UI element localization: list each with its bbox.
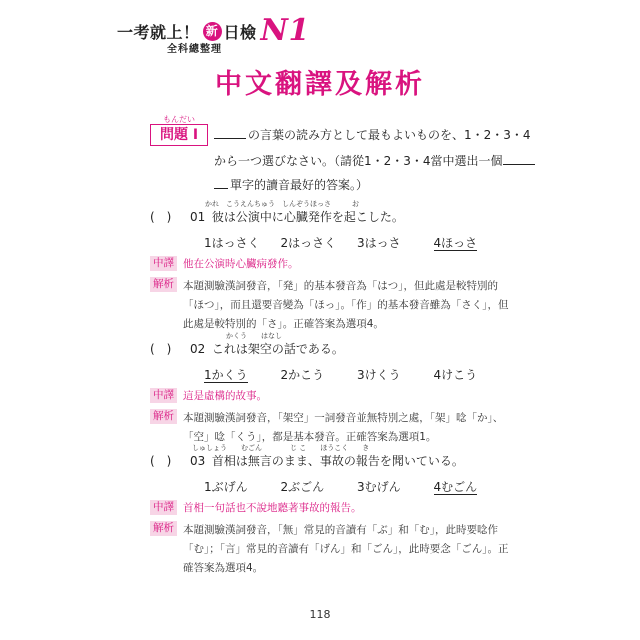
translation-tag: 中譯: [150, 388, 177, 403]
brand-text-a: 一考就上！: [117, 22, 200, 42]
answer-paren: ( ): [150, 210, 172, 224]
question-02: [150, 331, 510, 447]
answer-blank: [214, 127, 246, 139]
option-3: 3むげん: [357, 480, 401, 494]
option-3: 3けくう: [357, 368, 401, 382]
question-ruby: かくう はなし: [205, 332, 282, 340]
analysis-text: 本題測驗漢詞發音，「架空」一詞發音並無特別之處，「架」唸「か」、「空」唸「くう」，都是基本發音。正確答案為選項1。: [183, 412, 504, 443]
instruction-line-2: [214, 152, 537, 169]
analysis-row: [150, 409, 510, 447]
options-list: [204, 478, 510, 495]
question-sentence: 彼は公演中に心臓発作を起こした。: [211, 210, 404, 224]
options-list: [204, 234, 510, 251]
instruction-line-3: [214, 176, 368, 193]
analysis-row: [150, 277, 510, 334]
option-1-correct: 1かくう: [204, 368, 248, 382]
option-1: 1ぶげん: [204, 480, 248, 494]
instruction-line-1: [214, 126, 531, 143]
translation-row: [150, 256, 510, 272]
badge-ruby: もんだい: [163, 115, 195, 124]
brand-n1-logo: N1: [260, 13, 310, 48]
question-ruby: しゅしょう むごん じ こ ほうこく き: [192, 444, 370, 452]
question-03: [150, 443, 510, 578]
answer-blank: [214, 177, 228, 189]
analysis-row: [150, 521, 510, 578]
question-number: 02: [190, 342, 206, 356]
analysis-tag: 解析: [150, 521, 177, 536]
option-2: 2はっさく: [280, 236, 337, 250]
page-title: 中文翻譯及解析: [215, 69, 425, 100]
instruction-text-2: から一つ選びなさい。（請從1・2・3・4當中選出一個: [214, 154, 503, 168]
translation-text: 他在公演時心臟病發作。: [183, 258, 299, 270]
brand-new-badge: 新: [203, 22, 222, 41]
answer-blank: [503, 153, 535, 165]
question-line: [150, 208, 510, 225]
question-01: [150, 199, 510, 334]
translation-text: 首相一句話也不說地聽著事故的報告。: [183, 502, 362, 514]
book-brand: [117, 13, 310, 55]
answer-paren: ( ): [150, 342, 172, 356]
analysis-tag: 解析: [150, 409, 177, 424]
instruction-text-3: 單字的讀音最好的答案。）: [230, 178, 369, 192]
question-ruby: かれ こうえんちゅう しんぞうほっさ お: [205, 200, 359, 208]
translation-row: [150, 500, 510, 516]
section-badge: [150, 115, 208, 146]
analysis-tag: 解析: [150, 277, 177, 292]
translation-text: 這是虛構的故事。: [183, 390, 267, 402]
option-3: 3はっさ: [357, 236, 401, 250]
options-list: [204, 366, 510, 383]
option-4-correct: 4むごん: [433, 480, 478, 494]
option-2: 2ぶごん: [280, 480, 325, 494]
brand-text-b: 日檢: [223, 22, 257, 42]
option-1: 1はっさく: [204, 236, 260, 250]
question-number: 01: [190, 210, 206, 224]
answer-paren: ( ): [150, 454, 172, 468]
translation-tag: 中譯: [150, 256, 177, 271]
question-sentence: これは架空の話である。: [211, 342, 344, 356]
question-line: [150, 340, 510, 357]
translation-row: [150, 388, 510, 404]
instruction-text-1: の言葉の読み方として最もよいものを、1・2・3・4: [248, 128, 531, 142]
option-4: 4けこう: [433, 368, 478, 382]
option-4-correct: 4ほっさ: [433, 236, 478, 250]
question-sentence: 首相は無言のまま、事故の報告を聞いている。: [211, 454, 464, 468]
translation-tag: 中譯: [150, 500, 177, 515]
analysis-text: 本題測驗漢詞發音，「無」常見的音讀有「ぶ」和「む」，此時要唸作「む」；「言」常見的音讀有「げん」和「ごん」，此時要念「ごん」。正確答案為選項4。: [183, 524, 509, 574]
analysis-text: 本題測驗漢詞發音，「発」的基本發音為「はつ」，但此處是較特別的「ほつ」，而且還要音變為「ほっ」。「作」的基本發音雖為「さく」，但此處是較特別的「さ」。正確答案為選項4。: [183, 280, 509, 330]
badge-label: 問題 I: [150, 124, 208, 146]
page-number: 118: [309, 608, 331, 621]
question-line: [150, 452, 510, 469]
brand-subtitle: 全科總整理: [167, 44, 222, 55]
option-2: 2かこう: [280, 368, 325, 382]
question-number: 03: [190, 454, 206, 468]
